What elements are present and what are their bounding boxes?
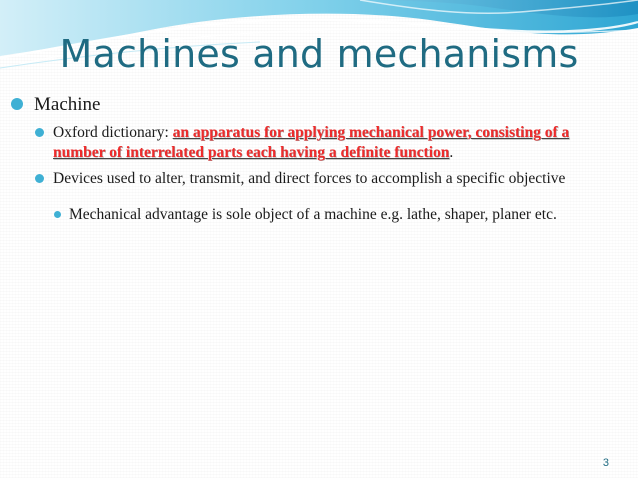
slide-title: Machines and mechanisms bbox=[59, 32, 579, 76]
bullet-dot-icon bbox=[35, 128, 44, 137]
bullet-dot-icon bbox=[11, 98, 23, 110]
oxford-prefix-text: Oxford dictionary: bbox=[53, 124, 173, 141]
bullet-mechanical-advantage-text: Mechanical advantage is sole object of a machine e.g. lathe, shaper, planer etc. bbox=[69, 206, 557, 223]
bullet-machine-text: Machine bbox=[34, 94, 101, 115]
page-number: 3 bbox=[602, 457, 609, 469]
oxford-highlight-text: an apparatus for applying mechanical power, consisting of a number of interrelated parts each having a definite function bbox=[53, 124, 570, 161]
bullet-devices bbox=[10, 169, 610, 189]
bullet-dot-icon bbox=[35, 174, 44, 183]
oxford-suffix-text: . bbox=[449, 144, 454, 161]
bullet-machine bbox=[10, 92, 610, 117]
slide-content bbox=[10, 92, 610, 225]
bullet-mechanical-advantage bbox=[10, 205, 610, 225]
bullet-dot-icon bbox=[54, 211, 61, 218]
bullet-oxford-definition bbox=[10, 123, 610, 163]
bullet-devices-text: Devices used to alter, transmit, and direct forces to accomplish a specific objective bbox=[53, 170, 566, 187]
